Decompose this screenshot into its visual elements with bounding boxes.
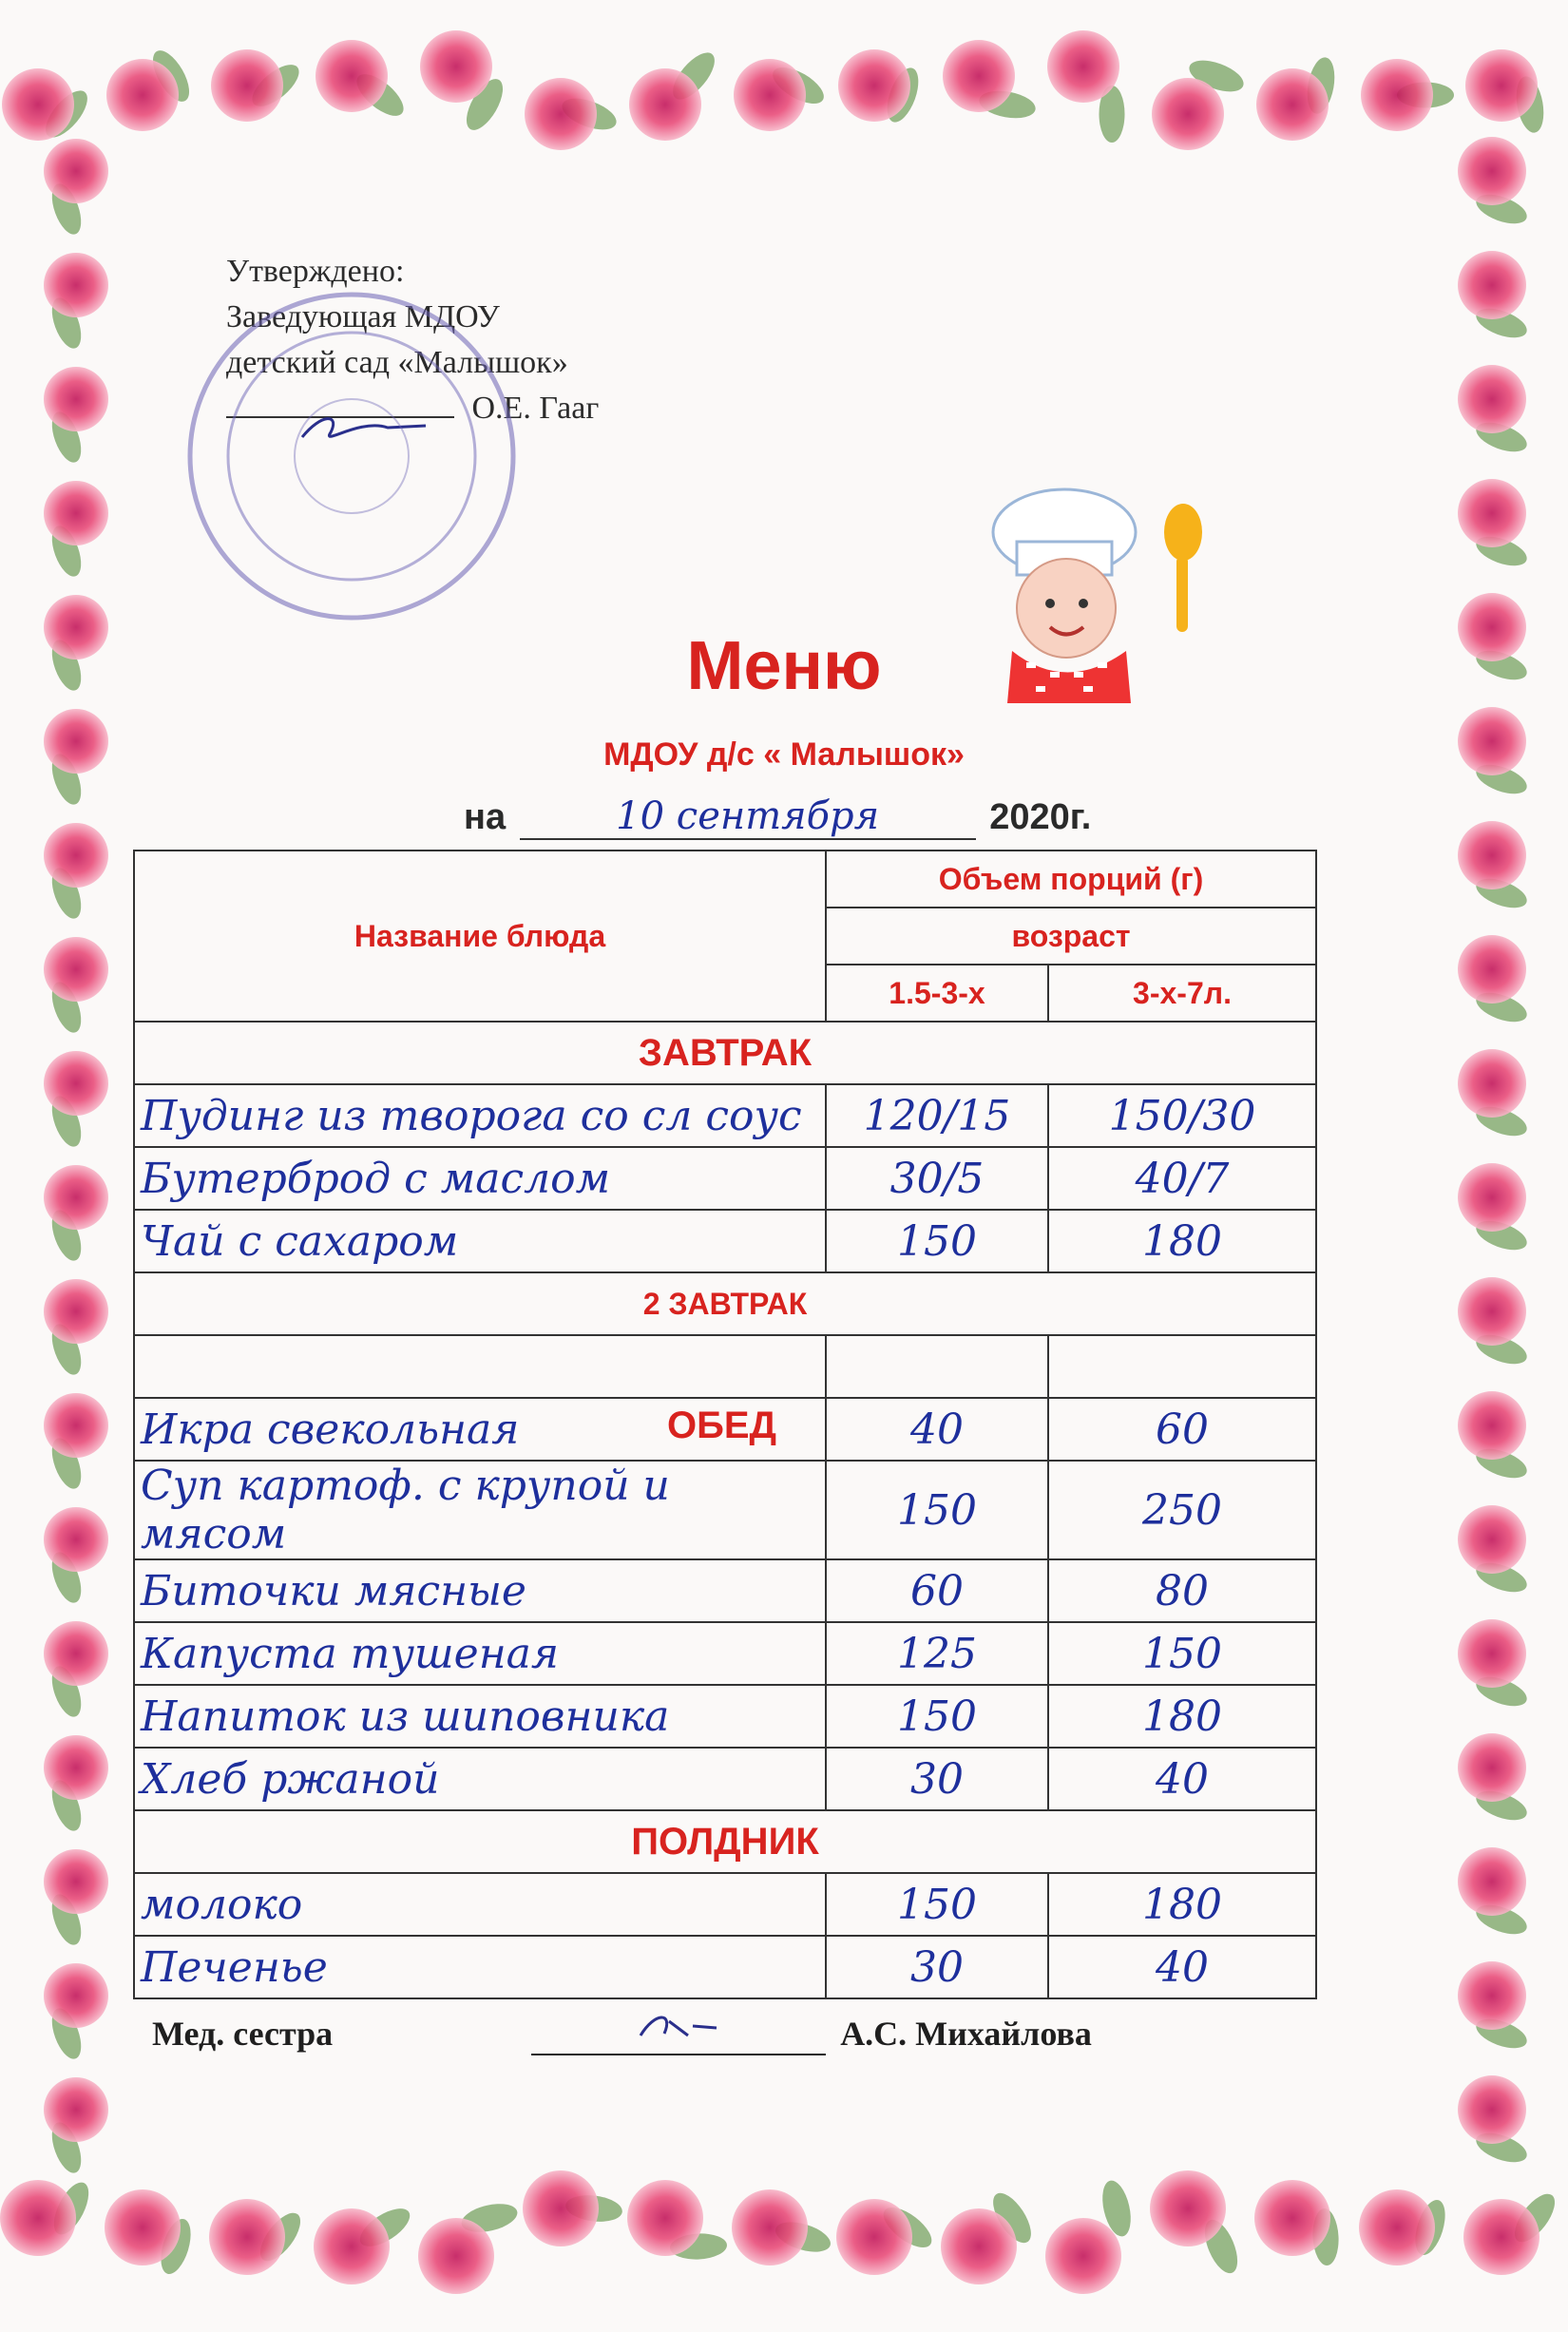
- rose-flower-icon: [1458, 935, 1526, 1004]
- portion-age1: 40: [826, 1398, 1048, 1461]
- portion-age2: 150: [1048, 1622, 1316, 1685]
- rose-flower-icon: [211, 49, 283, 122]
- rose-flower-icon: [1458, 479, 1526, 547]
- rose-flower-icon: [44, 481, 108, 545]
- rose-flower-icon: [1458, 1847, 1526, 1916]
- rose-flower-icon: [1458, 821, 1526, 889]
- menu-table: [133, 850, 1317, 1999]
- table-row-empty: [134, 1335, 1316, 1398]
- approval-heading: Утверждено:: [226, 254, 405, 289]
- portion-age2: 80: [1048, 1559, 1316, 1622]
- portion-age2: 40: [1048, 1936, 1316, 1998]
- rose-flower-icon: [1254, 2180, 1330, 2256]
- rose-flower-icon: [316, 40, 388, 112]
- table-row: [134, 1685, 1316, 1748]
- rose-flower-icon: [943, 40, 1015, 112]
- rose-flower-icon: [1458, 365, 1526, 433]
- rose-flower-icon: [1256, 68, 1329, 141]
- rose-flower-icon: [1458, 1961, 1526, 2030]
- director-name: О.Е. Гааг: [471, 391, 600, 426]
- header-age-group-2: 3-х-7л.: [1048, 965, 1316, 1022]
- rose-flower-icon: [105, 2189, 181, 2265]
- rose-flower-icon: [1045, 2218, 1121, 2294]
- dish-name: Чай с сахаром: [134, 1210, 826, 1272]
- rose-flower-icon: [314, 2208, 390, 2284]
- rose-flower-icon: [1458, 2075, 1526, 2144]
- portion-age1: 60: [826, 1559, 1048, 1622]
- dish-name: Биточки мясные: [134, 1559, 826, 1622]
- header-volume: Объем порций (г): [826, 851, 1316, 908]
- portion-age1: 150: [826, 1685, 1048, 1748]
- empty-cell: [826, 1335, 1048, 1398]
- rose-flower-icon: [1463, 2199, 1539, 2275]
- signature-scribble-icon: [621, 2007, 736, 2045]
- table-row: [134, 1147, 1316, 1210]
- section-snack: ПОЛДНИК: [134, 1810, 1316, 1873]
- rose-flower-icon: [941, 2208, 1017, 2284]
- rose-flower-icon: [627, 2180, 703, 2256]
- rose-flower-icon: [44, 1165, 108, 1230]
- empty-cell: [134, 1335, 826, 1398]
- rose-flower-icon: [734, 59, 806, 131]
- nurse-label: Мед. сестра: [152, 2015, 334, 2053]
- portion-age1: 125: [826, 1622, 1048, 1685]
- rose-flower-icon: [44, 1849, 108, 1914]
- table-row: [134, 1559, 1316, 1622]
- dish-name: Бутерброд с маслом: [134, 1147, 826, 1210]
- rose-flower-icon: [44, 823, 108, 888]
- table-row: [134, 1873, 1316, 1936]
- nurse-signature: [531, 2007, 826, 2055]
- dish-name: Хлеб ржаной: [134, 1748, 826, 1810]
- nurse-signature-block: [152, 2007, 1092, 2055]
- rose-flower-icon: [44, 253, 108, 317]
- table-row: [134, 1084, 1316, 1147]
- rose-flower-icon: [420, 30, 492, 103]
- portion-age1: 150: [826, 1461, 1048, 1559]
- portion-age2: 180: [1048, 1685, 1316, 1748]
- rose-flower-icon: [44, 1507, 108, 1572]
- dish-name: Пудинг из творога со сл соус: [134, 1084, 826, 1147]
- approval-organization: детский сад «Малышок»: [226, 345, 568, 380]
- rose-flower-icon: [1458, 1619, 1526, 1688]
- table-row: [134, 1461, 1316, 1559]
- rose-flower-icon: [836, 2199, 912, 2275]
- rose-flower-icon: [525, 78, 597, 150]
- rose-flower-icon: [44, 1051, 108, 1116]
- page-title: Меню: [686, 628, 882, 704]
- header-age: возраст: [826, 908, 1316, 965]
- portion-age1: 120/15: [826, 1084, 1048, 1147]
- rose-flower-icon: [44, 1279, 108, 1344]
- rose-flower-icon: [1361, 59, 1433, 131]
- rose-flower-icon: [44, 1963, 108, 2028]
- section-second-breakfast: 2 ЗАВТРАК: [134, 1272, 1316, 1335]
- rose-flower-icon: [1150, 2170, 1226, 2246]
- rose-flower-icon: [838, 49, 910, 122]
- rose-flower-icon: [1465, 49, 1538, 122]
- rose-flower-icon: [44, 367, 108, 431]
- dish-name: Печенье: [134, 1936, 826, 1998]
- approval-position: Заведующая МДОУ: [226, 299, 500, 335]
- rose-flower-icon: [1458, 1391, 1526, 1460]
- portion-age1: 30: [826, 1936, 1048, 1998]
- date-prefix: на: [464, 797, 507, 837]
- empty-cell: [1048, 1335, 1316, 1398]
- rose-flower-icon: [2, 68, 74, 141]
- portion-age1: 30/5: [826, 1147, 1048, 1210]
- table-row: [134, 1398, 1316, 1461]
- portion-age2: 150/30: [1048, 1084, 1316, 1147]
- rose-flower-icon: [1152, 78, 1224, 150]
- portion-age2: 180: [1048, 1210, 1316, 1272]
- rose-flower-icon: [1458, 137, 1526, 205]
- rose-flower-icon: [1458, 1733, 1526, 1802]
- rose-flower-icon: [1047, 30, 1119, 103]
- portion-age1: 30: [826, 1748, 1048, 1810]
- rose-flower-icon: [1458, 1049, 1526, 1118]
- table-row: [134, 1748, 1316, 1810]
- rose-flower-icon: [209, 2199, 285, 2275]
- rose-flower-icon: [1359, 2189, 1435, 2265]
- table-row: [134, 1210, 1316, 1272]
- date-handwritten: 10 сентября: [520, 794, 976, 840]
- page-subtitle: МДОУ д/с « Малышок»: [603, 736, 965, 773]
- header-dish-name: Название блюда: [134, 851, 826, 1022]
- table-row: [134, 1936, 1316, 1998]
- portion-age1: 150: [826, 1210, 1048, 1272]
- rose-flower-icon: [106, 59, 179, 131]
- rose-flower-icon: [1458, 1505, 1526, 1574]
- portion-age2: 250: [1048, 1461, 1316, 1559]
- rose-flower-icon: [44, 1393, 108, 1458]
- round-stamp: [181, 285, 523, 627]
- dish-name-text: Икра свекольная: [141, 1405, 520, 1454]
- portion-age2: 60: [1048, 1398, 1316, 1461]
- rose-flower-icon: [1458, 251, 1526, 319]
- rose-flower-icon: [732, 2189, 808, 2265]
- table-row: [134, 1622, 1316, 1685]
- nurse-name: А.С. Михайлова: [840, 2015, 1092, 2053]
- rose-flower-icon: [44, 139, 108, 203]
- date-line: [464, 794, 1091, 840]
- portion-age2: 40: [1048, 1748, 1316, 1810]
- rose-flower-icon: [44, 1621, 108, 1686]
- rose-flower-icon: [629, 68, 701, 141]
- portion-age1: 150: [826, 1873, 1048, 1936]
- rose-flower-icon: [418, 2218, 494, 2294]
- dish-name: Суп картоф. с крупой и мясом: [134, 1461, 826, 1559]
- rose-flower-icon: [523, 2170, 599, 2246]
- portion-age2: 40/7: [1048, 1147, 1316, 1210]
- date-year: 2020г.: [989, 797, 1092, 837]
- dish-name: [134, 1398, 826, 1461]
- rose-flower-icon: [44, 937, 108, 1002]
- rose-flower-icon: [0, 2180, 76, 2256]
- rose-flower-icon: [1458, 1277, 1526, 1346]
- section-lunch: ОБЕД: [667, 1405, 777, 1446]
- rose-flower-icon: [44, 1735, 108, 1800]
- section-breakfast: ЗАВТРАК: [134, 1022, 1316, 1084]
- dish-name: молоко: [134, 1873, 826, 1936]
- rose-flower-icon: [1458, 1163, 1526, 1232]
- dish-name: Напиток из шиповника: [134, 1685, 826, 1748]
- header-age-group-1: 1.5-3-х: [826, 965, 1048, 1022]
- rose-flower-icon: [44, 2077, 108, 2142]
- dish-name: Капуста тушеная: [134, 1622, 826, 1685]
- portion-age2: 180: [1048, 1873, 1316, 1936]
